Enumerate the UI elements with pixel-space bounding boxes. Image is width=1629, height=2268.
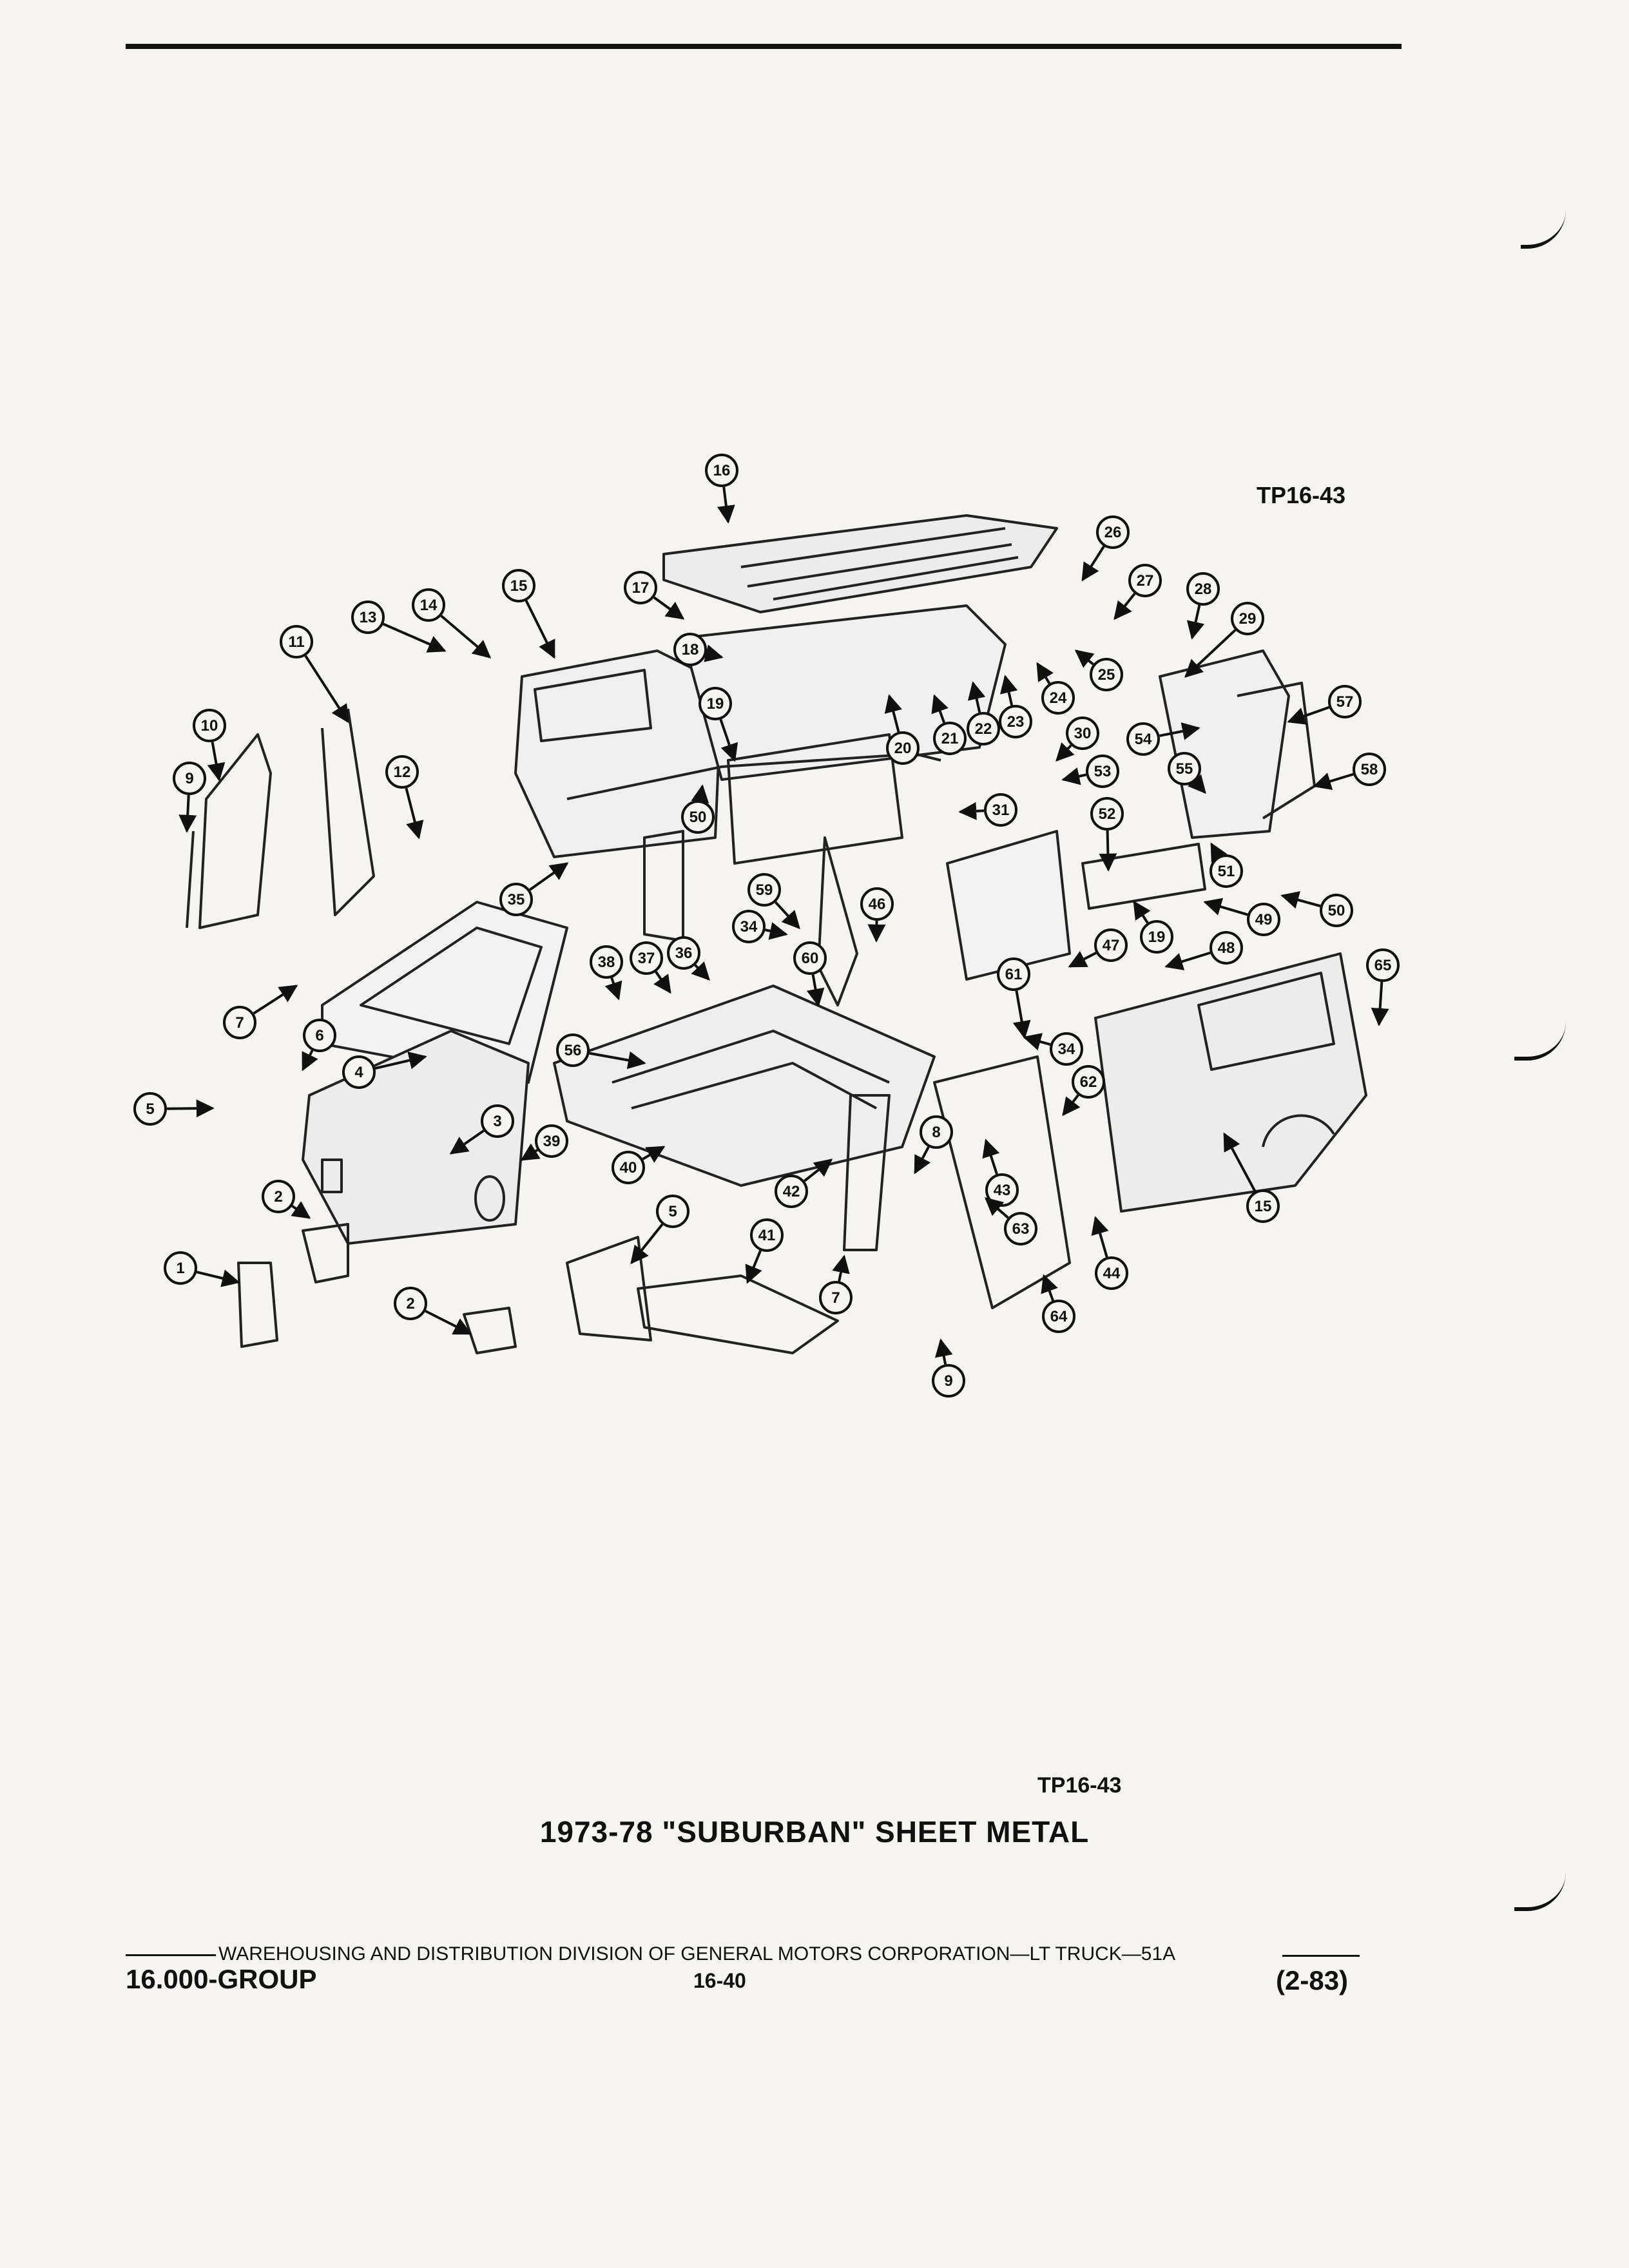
leader-arrow	[522, 1150, 537, 1160]
part-number: 50	[689, 809, 707, 826]
part-number: 34	[1057, 1041, 1075, 1058]
part-callout	[503, 570, 554, 657]
leader-arrow	[654, 597, 683, 619]
part-number: 47	[1102, 937, 1120, 954]
part-number: 13	[359, 609, 377, 626]
leader-arrow	[747, 1251, 760, 1282]
part-number: 46	[868, 896, 886, 913]
footer-dash-left	[126, 1954, 216, 1956]
leader-arrow	[612, 978, 619, 999]
leader-arrow	[213, 742, 219, 780]
leader-arrow	[1083, 546, 1104, 580]
part-number: 57	[1336, 693, 1354, 711]
part-callout	[263, 1181, 309, 1218]
part-callout	[1070, 930, 1126, 966]
leader-arrow	[656, 972, 670, 992]
page-number: 16-40	[693, 1969, 746, 1992]
part-callout	[1037, 664, 1074, 713]
part-callout	[281, 626, 348, 722]
part-number: 30	[1074, 725, 1092, 742]
part-number: 8	[932, 1124, 941, 1141]
part-callout	[501, 863, 567, 915]
part-number: 28	[1194, 581, 1212, 598]
part-number: 49	[1255, 911, 1273, 928]
part-callout	[522, 1126, 567, 1160]
leader-arrow	[1076, 651, 1094, 664]
part-callout	[1315, 754, 1385, 786]
part-number: 16	[713, 462, 731, 479]
leader-arrow	[1044, 1276, 1053, 1301]
part-number: 61	[1005, 966, 1023, 983]
leader-arrow	[526, 601, 554, 657]
part-callout	[986, 1198, 1036, 1244]
part-callout	[706, 455, 737, 522]
part-number: 54	[1134, 731, 1152, 748]
part-number: 42	[782, 1183, 800, 1200]
part-number: 9	[944, 1372, 953, 1390]
sheet-reference-bottom: TP16-43	[1037, 1773, 1122, 1798]
leader-arrow	[776, 902, 799, 928]
part-callout	[733, 911, 786, 942]
leader-arrow	[839, 1256, 844, 1282]
part-number: 44	[1103, 1265, 1121, 1282]
leader-arrow	[1134, 902, 1148, 923]
part-number: 56	[564, 1042, 582, 1059]
leader-arrow	[187, 795, 189, 831]
leader-arrow	[167, 1108, 213, 1109]
part-callout	[224, 986, 296, 1038]
leader-arrow	[631, 1224, 662, 1263]
part-callout	[631, 943, 670, 992]
part-number: 19	[706, 695, 724, 713]
part-number: 38	[597, 954, 615, 971]
leader-arrow	[876, 921, 877, 941]
part-number: 51	[1217, 863, 1235, 880]
leader-arrow	[813, 975, 818, 1005]
leader-arrow	[1115, 593, 1135, 619]
publisher-text: WAREHOUSING AND DISTRIBUTION DIVISION OF GENERAL MOTORS CORPORATION—LT TRUCK—51A	[218, 1943, 1176, 1965]
part-callout	[135, 1093, 213, 1124]
part-callout	[165, 1253, 238, 1283]
part-number: 12	[393, 764, 411, 781]
leader-arrow	[765, 930, 786, 934]
leader-arrow	[1282, 896, 1320, 906]
part-number: 21	[941, 730, 959, 747]
leader-arrow	[1025, 1037, 1050, 1044]
part-number: 29	[1239, 610, 1257, 628]
leader-arrow	[986, 1140, 997, 1174]
leader-arrow	[1057, 745, 1071, 760]
part-number: 65	[1374, 957, 1392, 974]
part-number: 24	[1049, 689, 1067, 707]
part-number: 5	[668, 1203, 677, 1220]
part-callout	[1166, 932, 1242, 966]
part-callout	[986, 1140, 1017, 1206]
leader-arrow	[1315, 774, 1353, 786]
part-callout	[1000, 677, 1031, 737]
part-callout	[395, 1288, 470, 1334]
part-number: 35	[507, 891, 525, 908]
part-number: 20	[894, 740, 912, 757]
part-number: 3	[493, 1113, 502, 1130]
leader-arrow	[254, 986, 296, 1014]
leader-arrow	[1095, 1218, 1107, 1257]
diagram-title: 1973-78 "SUBURBAN" SHEET METAL	[539, 1815, 1090, 1849]
part-number: 59	[755, 881, 773, 899]
part-callout	[1282, 895, 1352, 926]
part-number: 58	[1360, 761, 1378, 778]
part-number: 4	[354, 1064, 363, 1081]
leader-arrow	[197, 1272, 238, 1282]
part-number: 40	[619, 1159, 637, 1177]
part-number: 41	[758, 1227, 776, 1244]
edge-mark-3	[1514, 1849, 1566, 1911]
part-callout	[413, 590, 490, 657]
leader-arrow	[1192, 605, 1199, 638]
part-number: 15	[510, 577, 528, 595]
leader-arrow	[292, 1206, 309, 1218]
part-number: 50	[1327, 902, 1345, 919]
leader-arrow	[1005, 677, 1012, 706]
part-callout	[1043, 1276, 1074, 1332]
sheet-reference-top: TP16-43	[1257, 482, 1346, 508]
part-number: 53	[1094, 763, 1112, 780]
part-number: 18	[681, 641, 699, 658]
revision-date: (2-83)	[1276, 1965, 1349, 1995]
leader-arrow	[441, 616, 490, 657]
leader-arrow	[1289, 707, 1329, 722]
footer-dash-right	[1282, 1955, 1360, 1957]
leader-arrow	[695, 965, 709, 979]
part-number: 60	[801, 950, 819, 967]
part-number: 39	[543, 1133, 561, 1150]
part-number: 36	[675, 945, 693, 962]
group-number: 16.000-GROUP	[126, 1964, 317, 1994]
part-number: 55	[1175, 760, 1193, 778]
part-callout	[1211, 844, 1242, 887]
leader-arrow	[1211, 844, 1219, 856]
leader-arrow	[1063, 1095, 1078, 1115]
part-callout	[591, 947, 622, 999]
part-callout	[668, 937, 709, 979]
leader-arrow	[1166, 953, 1210, 966]
part-callout	[1205, 902, 1279, 935]
publisher-line	[126, 1943, 1175, 1965]
part-number: 1	[176, 1260, 185, 1277]
part-number: 22	[974, 720, 992, 738]
leader-arrow	[724, 487, 728, 522]
part-number: 26	[1104, 524, 1122, 541]
part-callout	[1076, 651, 1122, 690]
part-number: 15	[1254, 1198, 1272, 1215]
part-number: 5	[146, 1100, 155, 1118]
part-number: 11	[288, 633, 305, 651]
leader-arrow	[960, 811, 984, 812]
part-callout	[613, 1147, 664, 1183]
part-number: 63	[1012, 1220, 1030, 1238]
part-number: 43	[993, 1182, 1011, 1199]
leader-arrow	[1016, 991, 1025, 1037]
part-callout	[933, 1340, 964, 1396]
part-number: 17	[631, 579, 650, 597]
part-callout	[1367, 950, 1398, 1024]
leader-arrow	[530, 863, 567, 890]
part-callout	[1063, 1066, 1104, 1115]
part-callout	[998, 959, 1029, 1037]
part-callout	[960, 794, 1016, 825]
part-callout	[174, 763, 205, 831]
part-number: 52	[1098, 805, 1116, 823]
part-number: 14	[419, 597, 438, 614]
leader-arrow	[915, 1147, 929, 1173]
part-number: 37	[637, 950, 655, 967]
part-number: 6	[315, 1027, 324, 1044]
part-number: 23	[1007, 713, 1025, 731]
part-number: 2	[274, 1188, 283, 1206]
leader-arrow	[941, 1340, 945, 1364]
part-callout	[1134, 902, 1172, 952]
part-callout	[1115, 565, 1161, 619]
part-callout	[1188, 573, 1219, 638]
part-number: 64	[1050, 1308, 1068, 1325]
part-number: 9	[185, 770, 194, 787]
part-callout	[1289, 686, 1360, 722]
part-callout	[1063, 756, 1118, 787]
part-callout	[862, 889, 892, 941]
part-number: 48	[1217, 939, 1235, 957]
leader-arrow	[1379, 982, 1382, 1024]
part-callout	[1092, 798, 1123, 870]
part-callout	[303, 1020, 335, 1070]
leader-arrow	[1063, 774, 1086, 780]
part-callout	[915, 1117, 952, 1173]
part-number: 31	[992, 802, 1010, 819]
leader-arrow	[1070, 953, 1096, 966]
part-number: 25	[1097, 666, 1115, 684]
part-callout	[1057, 718, 1098, 760]
part-callout	[820, 1256, 851, 1313]
part-number: 62	[1079, 1073, 1097, 1091]
part-callout	[1083, 517, 1128, 580]
leader-arrow	[1205, 902, 1248, 915]
part-number: 7	[235, 1014, 244, 1032]
leader-arrow	[383, 624, 445, 651]
part-number: 2	[406, 1295, 415, 1312]
part-callout	[387, 756, 419, 838]
leader-arrow	[305, 656, 348, 722]
part-number: 34	[740, 918, 758, 936]
part-callout	[631, 1196, 688, 1263]
part-number: 19	[1148, 928, 1166, 946]
part-callout	[1095, 1218, 1127, 1289]
leader-arrow	[303, 1050, 313, 1070]
part-number: 10	[200, 717, 218, 735]
part-callout	[747, 1220, 782, 1282]
part-number: 7	[831, 1289, 840, 1307]
leader-arrow	[1037, 664, 1050, 684]
leader-arrow	[406, 788, 419, 838]
part-callout	[1025, 1033, 1082, 1064]
part-number: 27	[1136, 572, 1154, 590]
